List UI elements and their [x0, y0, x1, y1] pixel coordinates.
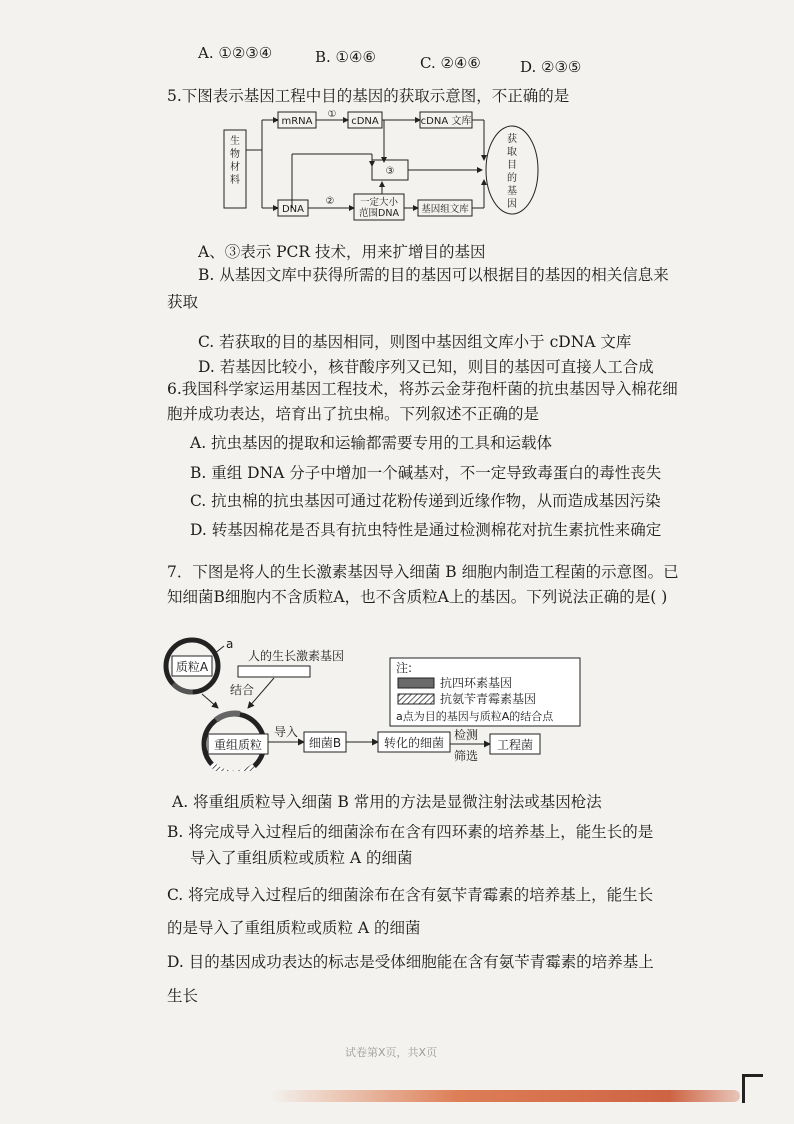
point-a-label: a — [226, 637, 234, 651]
fragment-line2: 范围DNA — [359, 208, 399, 219]
q7-stem-line2: 知细菌B细胞内不含质粒A，也不含质粒A上的基因。下列说法正确的是( ) — [167, 588, 668, 606]
q5-option-d: D. 若基因比较小，核苷酸序列又已知，则目的基因可直接人工合成 — [198, 358, 654, 376]
q5-stem: 5.下图表示基因工程中目的基因的获取示意图，不正确的是 — [167, 87, 570, 105]
q5-option-a: A、③表示 PCR 技术，用来扩增目的基因 — [198, 243, 486, 261]
detect-label: 检测 — [454, 728, 479, 742]
step1-label: ① — [327, 110, 337, 120]
legend-amp-label: 抗氨苄青霉素基因 — [440, 692, 537, 706]
step3-label: ③ — [385, 166, 395, 177]
q6-stem-line2: 胞并成功表达，培育出了抗虫棉。下列叙述不正确的是 — [167, 405, 540, 423]
source-char-1: 生 — [230, 136, 240, 147]
screen-label: 筛选 — [454, 749, 479, 763]
page-footer: 试卷第X页，共X页 — [345, 1046, 438, 1059]
q6-option-d: D. 转基因棉花是否具有抗虫特性是通过检测棉花对抗生素抗性来确定 — [190, 521, 662, 539]
introduce-label: 导入 — [274, 725, 299, 739]
svg-text:因: 因 — [507, 199, 517, 210]
genomic-library-label: 基因组文库 — [421, 204, 469, 215]
scan-edge-bar — [270, 1090, 740, 1102]
combine-label: 结合 — [230, 683, 255, 697]
svg-text:目: 目 — [507, 160, 517, 171]
fragment-line1: 一定大小 — [359, 197, 399, 208]
svg-text:物: 物 — [230, 149, 240, 160]
q5-option-b-line2: 获取 — [167, 293, 199, 311]
legend-tet-label: 抗四环素基因 — [440, 676, 513, 690]
svg-text:材: 材 — [230, 162, 240, 173]
legend-tet-swatch — [398, 678, 434, 688]
svg-text:料: 料 — [230, 175, 240, 186]
q7-option-b-line1: B. 将完成导入过程后的细菌涂布在含有四环素的培养基上，能生长的是 — [167, 823, 654, 841]
q7-option-b-line2: 导入了重组质粒或质粒 A 的细菌 — [190, 849, 413, 867]
q6-option-b: B. 重组 DNA 分子中增加一个碱基对，不一定导致毒蛋白的毒性丧失 — [190, 464, 662, 482]
bacteria-b-label: 细菌B — [308, 736, 342, 750]
plasmid-a-label: 质粒A — [175, 660, 209, 674]
hgh-gene-label: 人的生长激素基因 — [248, 649, 345, 663]
q7-option-d-line2: 生长 — [167, 987, 199, 1005]
q7-stem-line1: 7．下图是将人的生长激素基因导入细菌 B 细胞内制造工程菌的示意图。已 — [167, 563, 679, 581]
q7-diagram — [158, 636, 618, 771]
svg-text:取: 取 — [507, 147, 517, 158]
q6-stem-line1: 6.我国科学家运用基因工程技术，将苏云金芽孢杆菌的抗虫基因导入棉花细 — [167, 380, 678, 398]
q7-option-a: A. 将重组质粒导入细菌 B 常用的方法是显微注射法或基因枪法 — [172, 793, 602, 811]
scan-corner-mark — [742, 1074, 763, 1103]
cdna-library-label: cDNA 文库 — [420, 116, 472, 127]
q7-option-c-line2: 的是导入了重组质粒或质粒 A 的细菌 — [167, 919, 421, 937]
step2-label: ② — [325, 196, 335, 207]
hgh-gene-bar — [238, 666, 310, 677]
dna-label: DNA — [281, 204, 305, 215]
q7-option-c-line1: C. 将完成导入过程后的细菌涂布在含有氨苄青霉素的培养基上，能生长 — [167, 886, 654, 904]
legend-title: 注: — [396, 661, 413, 675]
recombinant-label: 重组质粒 — [213, 738, 263, 752]
engineered-label: 工程菌 — [496, 738, 534, 752]
q5-option-b-line1: B. 从基因文库中获得所需的目的基因可以根据目的基因的相关信息来 — [198, 266, 669, 284]
legend-amp-swatch — [398, 694, 434, 704]
q4-option-a: A. ①②③④ — [198, 44, 273, 62]
svg-text:获: 获 — [507, 134, 517, 145]
cdna-label: cDNA — [351, 116, 379, 127]
svg-text:基: 基 — [507, 186, 517, 197]
svg-text:的: 的 — [507, 173, 517, 184]
q4-option-b: B. ①④⑥ — [315, 48, 376, 66]
transformed-label: 转化的细菌 — [383, 736, 445, 750]
q6-option-c: C. 抗虫棉的抗虫基因可通过花粉传递到近缘作物，从而造成基因污染 — [190, 492, 661, 510]
q6-option-a: A. 抗虫基因的提取和运输都需要专用的工具和运载体 — [190, 434, 553, 452]
q7-option-d-line1: D. 目的基因成功表达的标志是受体细胞能在含有氨苄青霉素的培养基上 — [167, 953, 654, 971]
q5-diagram — [222, 110, 542, 222]
q5-option-c: C. 若获取的目的基因相同，则图中基因组文库小于 cDNA 文库 — [198, 333, 632, 351]
q4-option-d: D. ②③⑤ — [520, 58, 582, 76]
mrna-label: mRNA — [281, 116, 313, 127]
legend-point-label: a点为目的基因与质粒A的结合点 — [396, 710, 554, 723]
q4-option-c: C. ②④⑥ — [420, 54, 481, 72]
